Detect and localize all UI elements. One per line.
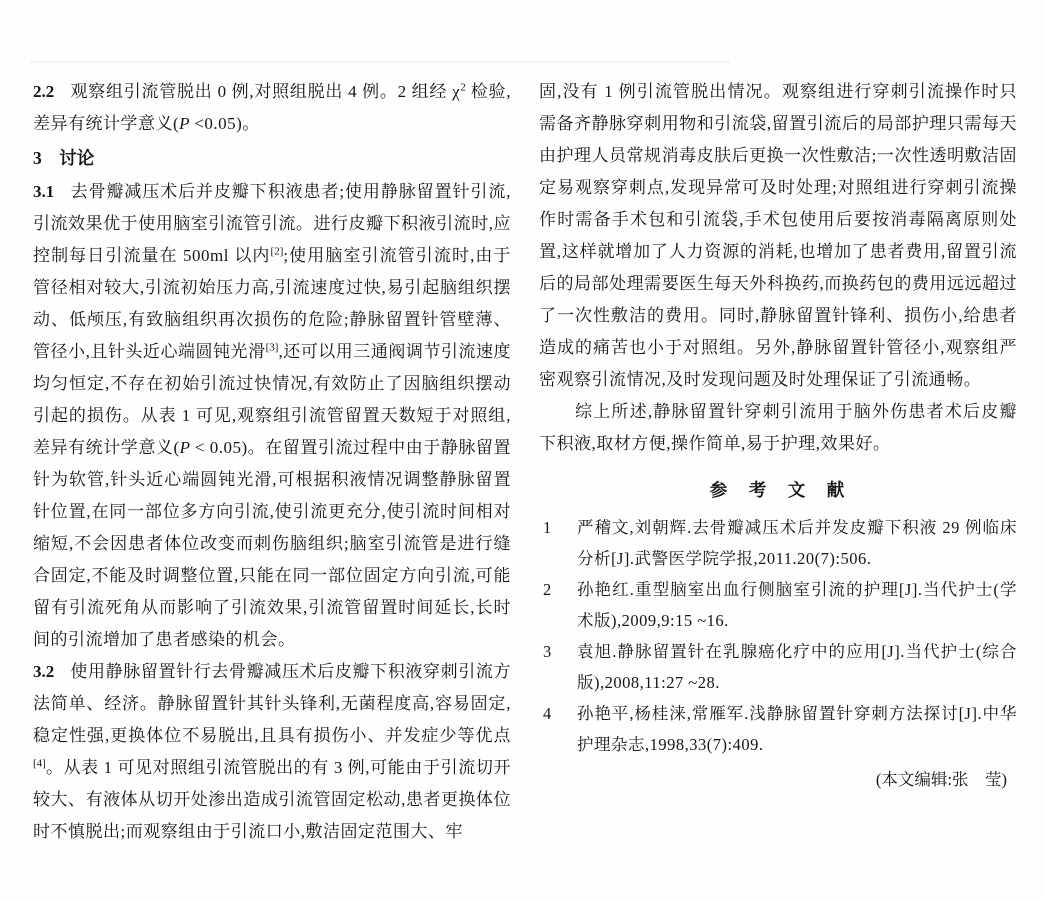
reference-number: 1: [543, 518, 552, 537]
reference-item-3: [539, 636, 1017, 698]
references-heading: 参 考 文 献: [709, 480, 847, 500]
reference-number: 2: [543, 580, 552, 599]
paragraph-3-2: [33, 656, 511, 848]
right-column: [539, 76, 1017, 795]
paragraph-summary: [539, 396, 1017, 460]
reference-number: 3: [543, 642, 552, 661]
references-list: [539, 512, 1017, 760]
section-number-3-2: 3.2: [33, 662, 55, 681]
reference-item-1: [539, 512, 1017, 574]
paragraph-summary-text: 综上所述,静脉留置针穿刺引流用于脑外伤患者术后皮瓣下积液,取材方便,操作简单,易于护理,效果好。: [539, 402, 1017, 453]
reference-text: 严稽文,刘朝辉.去骨瓣减压术后并发皮瓣下积液 29 例临床分析[J].武警医学院学报,2011.20(7):506.: [577, 518, 1017, 568]
reference-item-2: [539, 574, 1017, 636]
reference-text: 孙艳红.重型脑室出血行侧脑室引流的护理[J].当代护士(学术版),2009,9:15 ~16.: [577, 580, 1017, 630]
reference-text: 袁旭.静脉留置针在乳腺癌化疗中的应用[J].当代护士(综合版),2008,11:27 ~28.: [577, 642, 1017, 692]
paragraph-3-1-text: 去骨瓣减压术后并皮瓣下积液患者;使用静脉留置针引流,引流效果优于使用脑室引流管引流。进行皮瓣下积液引流时,应控制每日引流量在 500ml 以内[2];使用脑室引流管引流时,由于管径相对较大,引流初始压力高,引流速度过快,易引起脑组织摆动、低颅压,有致脑组织再次损伤的危险;静脉留置针管壁薄、管径小,且针头近心端圆钝光滑[3],还可以用三通阀调节引流速度均匀恒定,不存在初始引流过快情况,有效防止了因脑组织摆动引起的损伤。从表 1 可见,观察组引流管留置天数短于对照组,差异有统计学意义(P < 0.05)。在留置引流过程中由于静脉留置针为软管,针头近心端圆钝光滑,可根据积液情况调整静脉留置针位置,在同一部位多方向引流,使引流更充分,使引流时间相对缩短,不会因患者体位改变而刺伤脑组织;脑室引流管是进行缝合固定,不能及时调整位置,只能在同一部位固定方向引流,可能留有引流死角从而影响了引流效果,引流管留置时间延长,长时间的引流增加了患者感染的机会。: [33, 182, 512, 649]
paragraph-2-2: [33, 76, 511, 140]
scan-artifact-line: [30, 61, 730, 63]
reference-item-4: [539, 698, 1017, 760]
reference-number: 4: [543, 704, 552, 723]
paragraph-2-2-text: 观察组引流管脱出 0 例,对照组脱出 4 例。2 组经 $\chi^2$ 检验,差异有统计学意义(P <0.05)。: [33, 81, 512, 133]
reference-text: 孙艳平,杨桂涞,常雁军.浅静脉留置针穿刺方法探讨[J].中华护理杂志,1998,33(7):409.: [577, 704, 1017, 754]
paragraph-3-1: [33, 176, 511, 656]
paragraph-continuation-text: 固,没有 1 例引流管脱出情况。观察组进行穿刺引流操作时只需备齐静脉穿刺用物和引流袋,留置引流后的局部护理只需每天由护理人员常规消毒皮肤后更换一次性敷洁;一次性透明敷洁固定易观察穿刺点,发现异常可及时处理;对照组进行穿刺引流操作时需备手术包和引流袋,手术包使用后要按消毒隔离原则处置,这样就增加了人力资源的消耗,也增加了患者费用,留置引流后的局部处理需要医生每天外科换药,而换药包的费用远远超过了一次性敷洁的费用。同时,静脉留置针锋利、损伤小,给患者造成的痛苦也小于对照组。另外,静脉留置针管径小,观察组严密观察引流情况,及时发现问题及时处理保证了引流通畅。: [539, 82, 1017, 389]
paragraph-continuation: [539, 76, 1017, 396]
editor-note: (本文编辑:张 莹): [875, 770, 1007, 789]
section-number-3-1: 3.1: [33, 182, 55, 201]
left-column: [33, 76, 511, 848]
paragraph-3-2-text: 使用静脉留置针行去骨瓣减压术后皮瓣下积液穿刺引流方法简单、经济。静脉留置针其针头锋利,无菌程度高,容易固定,稳定性强,更换体位不易脱出,且具有损伤小、并发症少等优点[4]。从表 1 可见对照组引流管脱出的有 3 例,可能由于引流切开较大、有液体从切开处渗出造成引流管固定松动,患者更换体位时不慎脱出;而观察组由于引流口小,敷洁固定范围大、牢: [33, 662, 511, 841]
section-heading-discussion: 3 讨论: [33, 148, 95, 168]
section-number-2-2: 2.2: [33, 82, 55, 101]
